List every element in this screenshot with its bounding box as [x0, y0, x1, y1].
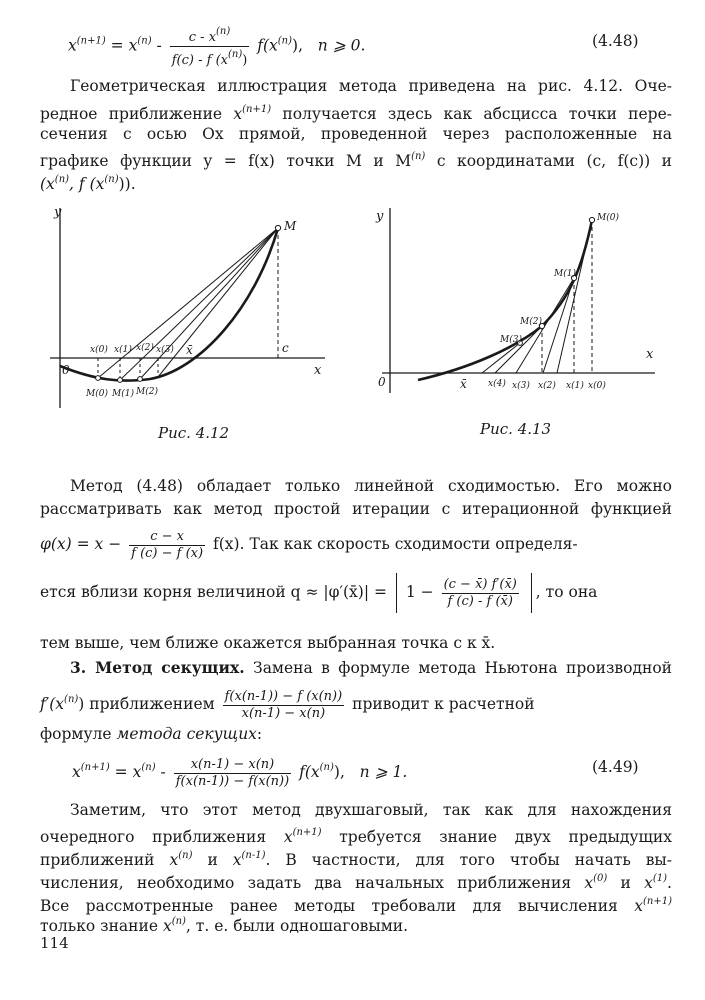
label-m1: M(1) [112, 389, 134, 399]
paragraph-line: очередного приближения $x^{(n+1)}$ требуется знание двух предыдущих [40, 827, 672, 846]
label-xbar: x̄ [186, 343, 193, 357]
paragraph-line: сечения с осью Ox прямой, проведенной через расположенные на [40, 125, 672, 143]
paragraph-line: ется вблизи корня величиной q ≈ |φ′(x̄)| = 1 − $\frac{(c - x̄) f'(x̄)}{f (c) - f (x̄)}$ , то она [40, 570, 597, 614]
point-m0 [589, 217, 594, 222]
page-number: 114 [40, 934, 69, 952]
label-xbar: x̄ [460, 377, 467, 391]
label-m2: M(2) [136, 387, 158, 397]
y-axis-label: y [54, 205, 62, 220]
label-x1: x(1) [114, 345, 132, 355]
equation-number: (4.48) [592, 32, 639, 50]
label-x0: x(0) [90, 345, 108, 355]
equation-4-48: $x^{(n+1)} = x^{(n)}$ - $\frac{c - x^{(n)}}{f(c) - f (x^{(n)})}$ $f(x^{(n)})$, n ⩾ 0. [68, 26, 366, 68]
abs-bar [396, 573, 397, 613]
label-m3: M(3) [500, 335, 522, 345]
label-x3: x(3) [512, 381, 530, 391]
label-x3: x(3) [156, 345, 174, 355]
paragraph-line: формуле метода секущих: [40, 725, 263, 743]
paragraph-line: тем выше, чем ближе окажется выбранная точка c к x̄. [40, 634, 496, 652]
figure-4-13 [370, 198, 665, 398]
paragraph-line: числения, необходимо задать два начальных приближения $x^{(0)}$ и $x^{(1)}$. [40, 873, 672, 892]
function-curve [418, 220, 592, 380]
paragraph-line: рассматривать как метод простой итерации с итерационной функцией [40, 500, 672, 518]
paragraph-line: графике функции y = f(x) точки M и $M^{(n)}$ с координатами (c, f(c)) и [40, 151, 673, 170]
paragraph-line: Метод (4.48) обладает только линейной сходимостью. Его можно [70, 477, 672, 495]
equation-4-49: $x^{(n+1)} = x^{(n)}$ - $\frac{x(n-1) - x(n)}{f(x(n-1)) - f(x(n))}$ $f(x^{(n)})$, n ⩾ 1. [72, 756, 408, 789]
origin-label: 0 [62, 363, 70, 377]
label-m0: M(0) [597, 213, 619, 223]
label-m: M [284, 219, 297, 233]
abs-bar [531, 573, 532, 613]
secant-line [120, 228, 278, 380]
label-x2: x(2) [136, 343, 154, 353]
eq449-fraction: $\frac{x(n-1) - x(n)}{f(x(n-1)) - f(x(n))}$ [175, 756, 290, 789]
point-m0 [96, 376, 101, 381]
label-m2: M(2) [520, 317, 542, 327]
figure-caption: Рис. 4.12 [158, 424, 230, 442]
paragraph-line: редное приближение $x^{(n+1)}$ получается здесь как абсцисса точки пере- [40, 104, 673, 123]
phi-fraction: $\frac{c - x}{f (c) - f (x)}$ [131, 528, 204, 561]
secant-line [543, 278, 574, 373]
secant-fraction: $\frac{f(x(n-1)) - f (x(n))}{x(n-1) - x(n)}$ [224, 688, 343, 721]
x-axis-label: x [314, 363, 322, 378]
section-title: 3. Метод секущих. [70, 658, 245, 677]
eq448-fraction: $\frac{c - x^{(n)}}{f(c) - f (x^{(n)})}$ [171, 26, 248, 68]
paragraph-line: $f'(x^{(n)})$ приближением $\frac{f(x(n-1)) - f (x(n))}{x(n-1) - x(n)}$ приводит к расчетной [40, 688, 535, 721]
point-m [275, 225, 280, 230]
secant-line [158, 228, 278, 377]
paragraph-line: Заметим, что этот метод двухшаговый, так как для нахождения [70, 801, 672, 819]
label-x1: x(1) [566, 381, 584, 391]
x-axis-label: x [646, 347, 654, 362]
equation-number: (4.49) [592, 758, 639, 776]
paragraph-line: Все рассмотренные ранее методы требовали для вычисления $x^{(n+1)}$ [40, 896, 673, 915]
point-m2 [138, 377, 143, 382]
q-fraction: $\frac{(c - x̄) f'(x̄)}{f (c) - f (x̄)}$ [443, 576, 517, 609]
label-c: c [282, 341, 289, 355]
paragraph-line: 3. Метод секущих. Замена в формуле метода Ньютона производной [70, 658, 672, 677]
label-x4: x(4) [488, 379, 506, 389]
label-m1: M(1) [554, 269, 576, 279]
paragraph-line: Геометрическая иллюстрация метода приведена на рис. 4.12. Оче- [70, 77, 672, 95]
paragraph-line: ($x^{(n)}$, f $(x^{(n)})$). [40, 174, 136, 193]
paragraph-line: приближений $x^{(n)}$ и $x^{(n-1)}$. В частности, для того чтобы начать вы- [40, 850, 673, 869]
origin-label: 0 [378, 375, 386, 389]
label-m0: M(0) [86, 389, 108, 399]
secant-line [140, 228, 278, 379]
label-x0: x(0) [588, 381, 606, 391]
label-x2: x(2) [538, 381, 556, 391]
paragraph-line: φ(x) = x − $\frac{c - x}{f (c) - f (x)}$ f(x). Так как скорость сходимости определя- [40, 528, 578, 561]
figure-4-12 [40, 198, 340, 413]
point-m1 [118, 378, 123, 383]
y-axis-label: y [376, 209, 384, 224]
figure-caption: Рис. 4.13 [480, 420, 552, 438]
paragraph-line: только знание $x^{(n)}$, т. е. были одношаговыми. [40, 916, 409, 935]
